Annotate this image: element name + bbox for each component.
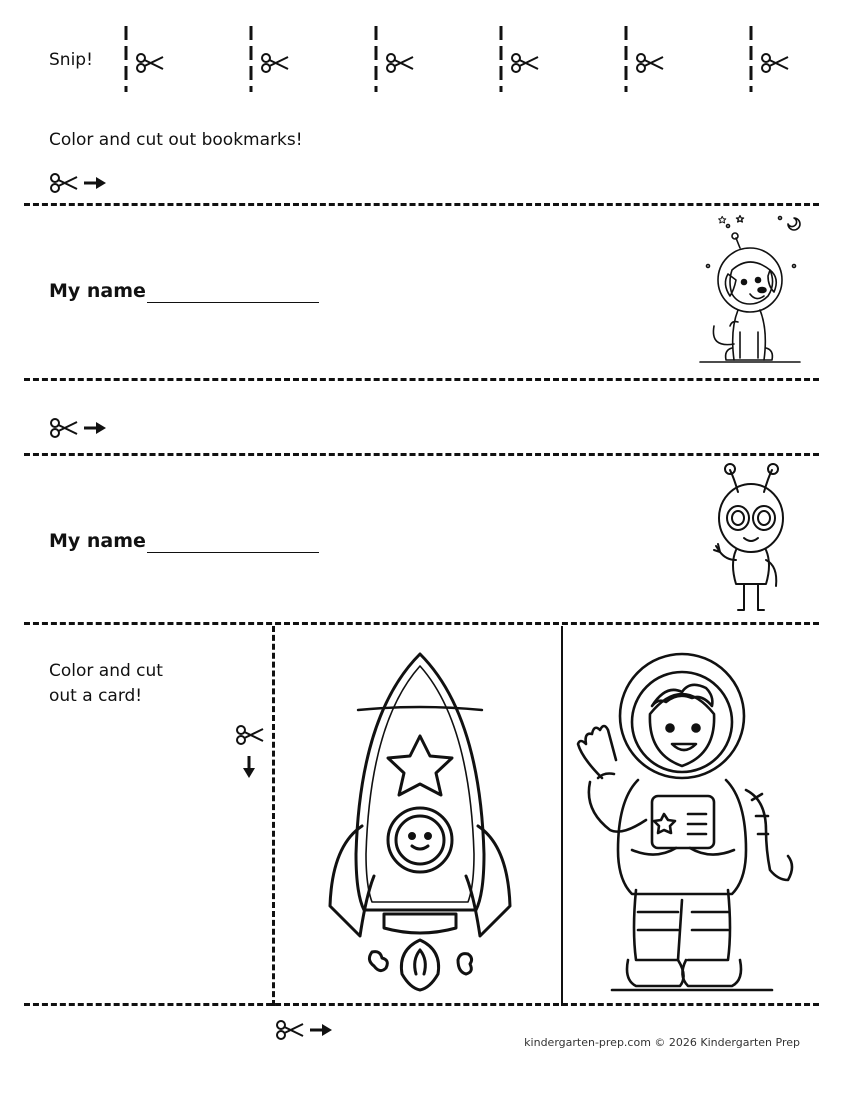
arrow-right-icon — [310, 1023, 334, 1037]
rocket-icon — [328, 650, 512, 995]
scissors-icon — [374, 26, 414, 92]
arrow-right-icon — [84, 176, 108, 190]
astronaut-icon — [572, 650, 798, 995]
name-write-line[interactable] — [147, 302, 319, 303]
name-write-line[interactable] — [147, 552, 319, 553]
footer-credit: kindergarten-prep.com © 2026 Kindergarten Prep — [524, 1036, 800, 1049]
snip-mark — [249, 26, 289, 92]
bookmark-name-label: My name — [49, 280, 146, 302]
snip-label: Snip! — [49, 50, 93, 70]
cut-line — [24, 203, 819, 206]
cut-line — [24, 1003, 819, 1006]
cut-line — [24, 378, 819, 381]
snip-mark — [124, 26, 164, 92]
cut-line — [24, 622, 819, 625]
snip-mark — [749, 26, 789, 92]
scissors-icon — [749, 26, 789, 92]
space-puppy-icon — [700, 214, 810, 374]
snip-mark — [499, 26, 539, 92]
arrow-down-icon — [242, 756, 256, 780]
cut-indicator — [276, 1019, 336, 1047]
scissors-icon — [124, 26, 164, 92]
cut-indicator — [50, 417, 110, 445]
scissors-icon — [249, 26, 289, 92]
snip-mark — [624, 26, 664, 92]
card-fold-line — [561, 626, 563, 1006]
cut-indicator — [50, 172, 110, 200]
bookmark-name-label: My name — [49, 530, 146, 552]
scissors-icon — [499, 26, 539, 92]
card-cut-line — [272, 626, 275, 1006]
card-heading-line2: out a card! — [49, 686, 143, 706]
card-heading-line1: Color and cut — [49, 661, 163, 681]
cut-line — [24, 453, 819, 456]
bookmarks-heading: Color and cut out bookmarks! — [49, 130, 303, 150]
alien-icon — [706, 462, 806, 618]
snip-mark — [374, 26, 414, 92]
arrow-right-icon — [84, 421, 108, 435]
scissors-icon — [624, 26, 664, 92]
